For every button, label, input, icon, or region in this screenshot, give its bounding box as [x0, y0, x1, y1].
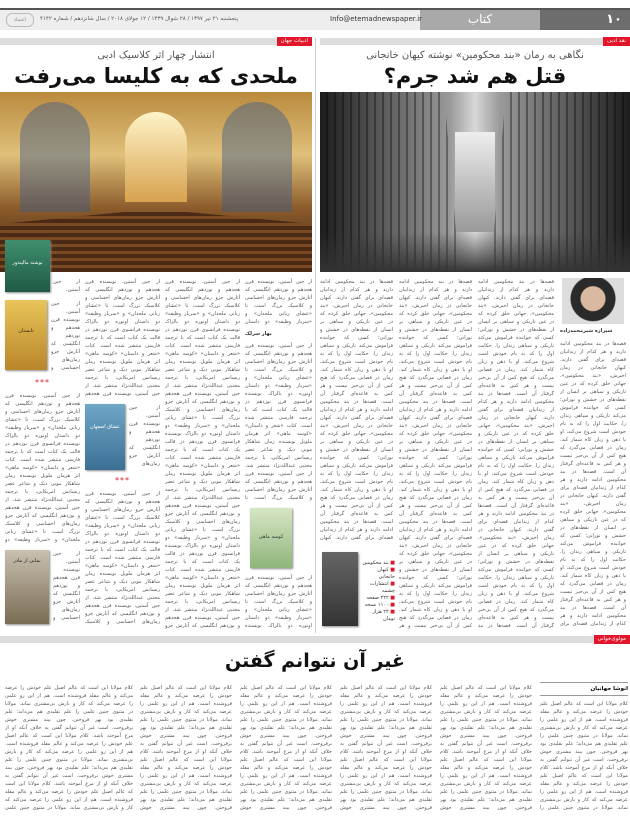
section-tag: مولوی‌خوانی [594, 635, 630, 644]
book-cover: کوسه ماهی [250, 508, 292, 568]
author-name: شیرازه شیرمحمدزاده [560, 328, 613, 334]
section-title: کتاب [420, 10, 540, 30]
book-cover: نوشته مالیندور [5, 240, 50, 292]
article-subtitle: انتشار چهار اثر کلاسیک ادبی [97, 50, 215, 61]
separator-stars: *** [35, 378, 50, 387]
section-rule [0, 636, 630, 643]
prison-corridor-photo [320, 92, 630, 272]
article-column: کلام مولانا این است که عالم اصیل علم خودش را عرضه می‌کند و عالم مقلد فروشنده است. هم از این رو علمی را عرضه می‌کند که کار و بارش بی‌مشتری نماند. مولانا در مثنوی چنین علمی را علم تقلیدی هم می‌داند؛ علم تقلیدی بود بهر فروختن. چون بیند مشتری خوش برفروخت. است غیر آن نتوانم گفتن به خلاف آنکه او از مرغ آموخته باشد. کلام مولانا این است که عالم اصیل علم خودش را عرضه می‌کند و عالم مقلد فروشنده است. هم از این رو علمی را عرضه می‌کند که کار و بارش بی‌مشتری نماند. مولانا در مثنوی چنین علمی را علم تقلیدی هم می‌داند؛ علم تقلیدی بود بهر فروختن. چون بیند مشتری خوش [140, 685, 232, 811]
article-column: از جین آستین، نویسنده قرن هجدهم و نوزدهم انگلیسی که آثارش جزو رمان‌های احساسی و کلاسیک بزرگ است، تا «عشای ربانی ملحدان» و «سرباز وظیفه» دو داستان اونوره دو بالزاک نویسنده [245, 575, 312, 629]
section-tag: نقد ادبی [603, 37, 630, 46]
date-line: پنجشنبه ۲۱ تیر ۱۳۹۷ / ۲۸ شوال ۱۴۳۹ / ۱۲ جولای ۲۰۱۸ / سال شانزدهم / شماره ۴۱۴۲ [40, 16, 239, 22]
article-column: از جین آستین، نویسنده قرن هجدهم و نوزدهم انگلیسی که آثارش جزو رمان‌های [129, 405, 160, 467]
newspaper-logo: اعتماد [6, 13, 34, 27]
email-link[interactable]: Info@etemadnewspaper.ir [330, 15, 423, 23]
section-rule [320, 38, 630, 45]
separator-stars: *** [115, 476, 130, 485]
article-column: از جین آستین، نویسنده قرن هجدهم و نوزدهم انگلیسی که آثارش جزو رمان‌های احساسی و [53, 551, 80, 621]
article-column: از جین آستین، نویسنده قرن هجدهم و نوزدهم انگلیسی که آثارش جزو رمان‌های احساسی و کلاسیک بزرگ است، تا «عشای ربانی ملحدان» و «سرباز وظیفه» دو داستان اونوره دو بالزاک نویسنده فرانسوی قرن نوزدهم در قالب یک کتاب است که با ترجمه فارسی منتشر شده است. کتاب «شعر و داستان» «کوسه ماهی» اثر هرمان ملویل نویسنده رمان شاهکار موبی دیک و شاعر عصر رنسانس امریکایی، با ترجمه مجتبی عبدالله‌نژاد منتشر شد. از جین آستین، نویسنده قرن هجدهم و نوزدهم انگلیسی که آثارش جزو رمان‌های احساسی و کلاسیک [85, 491, 160, 625]
article-column: کلام مولانا این است که عالم اصیل علم خودش را عرضه می‌کند و عالم مقلد فروشنده است. هم از این رو علمی را عرضه می‌کند که کار و بارش بی‌مشتری نماند. مولانا در مثنوی چنین علمی را علم تقلیدی هم می‌داند؛ علم تقلیدی بود بهر فروختن. چون بیند مشتری خوش برفروخت. است غیر آن نتوانم گفتن به خلاف آنکه او از مرغ آموخته باشد. کلام مولانا این است که عالم اصیل علم خودش را عرضه می‌کند و عالم مقلد فروشنده است. هم از این رو علمی را عرضه می‌کند که کار و بارش بی‌مشتری نماند. مولانا در مثنوی چنین علمی را علم تقلیدی هم می‌داند؛ علم تقلیدی بود بهر فروختن. چون بیند مشتری خوش [340, 685, 432, 811]
book-cover [322, 552, 358, 626]
article-column: قصه‌ها در بند محکومین ادامه دارند و هر کدام از زندانیان قصه‌ای برای گفتن دارند. کیهان خانجانی در رمان اخیرش، «بند محکومین»، جهانی خلق کرده که در عین تاریکی و سیاهی بر انسان از نقطه‌های در خشش و نورانی؛ کسی که خواننده فراموش می‌کند تاریکی و سیاهی زندان را. حکایت اول را که به نام خودش است شروع می‌کند، او با ذهن و زبان کاه شمار کند. رمان در فضایی می‌گذرد که هیچ کس از آن بی‌خبر نیست و هر کس به قاعده‌ای گرفتار آن است. قصه‌ها در بند محکومین ادامه دارند و هر کدام از زندانیان قصه‌ای برای گفتن دارند. کیهان خانجانی در رمان اخیرش، «بند محکومین»، جهانی خلق کرده که در عین تاریکی و سیاهی بر انسان از نقطه‌های در خشش و نورانی؛ کسی که خواننده فراموش می‌کند تاریکی و سیاهی زندان را. حکایت اول را که به نام خودش است شروع می‌کند، او با ذهن و زبان کاه شمار کند. رمان در فضایی می‌گذرد که هیچ کس از آن بی‌خبر نیست و هر کس به قاعده‌ای گرفتار آن است. قصه‌ها در بند محکومین ادامه دارند و هر کدام از زندانیان قصه‌ای برای گفتن دارند. کیهان خانجانی در رمان اخیرش، «بند محکومین»، جهانی خلق کرده که در عین تاریکی و سیاهی بر انسان از نقطه‌های در خشش و نورانی؛ کسی که خواننده فراموش می‌کند تاریکی و سیاهی زندان را. حکایت اول را که به نام خودش است شروع می‌کند، او با ذهن و زبان کاه شمار کند. رمان در فضایی می‌گذرد که هیچ کس از آن بی‌خبر نیست و هر [399, 279, 472, 629]
article-subtitle: نگاهی به رمان «بند محکومین» نوشته کیهان خانجانی [366, 50, 584, 61]
article-column: از جین آستین، نویسنده قرن هجدهم و نوزدهم انگلیسی که آثارش جزو رمان‌های احساسی و [51, 301, 80, 371]
article-column: کلام مولانا این است که عالم اصیل علم خودش را عرضه می‌کند و عالم مقلد فروشنده است. هم از این رو علمی را عرضه می‌کند که کار و بارش بی‌مشتری نماند. مولانا در مثنوی چنین علمی را علم تقلیدی هم می‌داند؛ علم تقلیدی بود بهر فروختن. چون بیند مشتری خوش برفروخت. است غیر آن نتوانم گفتن به خلاف آنکه او از مرغ آموخته باشد. کلام مولانا این است که عالم اصیل علم خودش را عرضه می‌کند و عالم مقلد فروشنده است. هم از این رو علمی را عرضه می‌کند که کار و بارش بی‌مشتری نماند. مولانا در مثنوی چنین علمی را علم تقلیدی هم می‌داند؛ علم تقلیدی بود بهر فروختن. چون بیند مشتری خوش [240, 685, 332, 811]
book-cover: تابستان [5, 300, 47, 370]
section-tag: ادبیات جهان [277, 37, 312, 46]
article-headline: غیر آن نتوانم گفتن [224, 650, 406, 672]
book-cover: عشاق اصفهان [85, 404, 125, 470]
book-cover: نمایی از مادر [5, 550, 49, 624]
article-column: کلام مولانا این است که عالم اصیل علم خودش را عرضه می‌کند و عالم مقلد فروشنده است. هم از این رو علمی را عرضه می‌کند که کار و بارش بی‌مشتری نماند. مولانا در مثنوی چنین علمی را علم تقلیدی هم می‌داند؛ علم تقلیدی بود بهر فروختن. چون بیند مشتری خوش برفروخت. است غیر آن نتوانم گفتن به خلاف آنکه او از مرغ آموخته باشد. کلام مولانا این است که عالم اصیل علم خودش را عرضه می‌کند و عالم مقلد فروشنده است. هم از این رو علمی را عرضه می‌کند که کار و بارش بی‌مشتری نماند. مولانا در مثنوی چنین علمی را علم تقلیدی هم می‌داند؛ علم تقلیدی بود بهر فروختن. چون بیند مشتری خوش برفروخت. است غیر آن نتوانم گفتن به خلاف آنکه او از مرغ آموخته باشد. کلام مولانا این است که عالم اصیل علم خودش را عرضه می‌کند و عالم مقلد فروشنده است. هم از این رو علمی را عرضه می‌کند که کار و بارش بی‌مشتری نماند. مولانا در مثنوی چنین علمی [5, 685, 133, 811]
page-number: ۱۰ [540, 10, 630, 30]
article-column: از جین آستین، نویسنده قرن هجدهم و نوزدهم انگلیسی که آثارش جزو رمان‌های احساسی و کلاسیک بزرگ است، تا «عشای ربانی ملحدان» و «سرباز وظیفه» دو داستان اونوره دو بالزاک نویسنده فرانسوی قرن نوزدهم در قالب یک کتاب است که با ترجمه فارسی منتشر شده است. کتاب «شعر و داستان» «کوسه ماهی» اثر هرمان ملویل نویسنده رمان شاهکار موبی دیک و شاعر عصر رنسانس امریکایی، با ترجمه مجتبی عبدالله‌نژاد منتشر شد. از جین آستین، نویسنده قرن هجدهم و نوزدهم انگلیسی که آثارش جزو رمان‌های احساسی و کلاسیک بزرگ است، تا «عشای ربانی ملحدان» و «سرباز وظیفه» دو داستان اونوره دو بالزاک نویسنده فرانسوی قرن نوزدهم در قالب یک کتاب است که با ترجمه فارسی منتشر شده است. کتاب «شعر و داستان» «کوسه ماهی» اثر هرمان ملویل نویسنده رمان شاهکار موبی دیک و شاعر عصر رنسانس امریکایی، با ترجمه مجتبی عبدالله‌نژاد منتشر شد. از جین آستین، نویسنده قرن هجدهم و نوزدهم انگلیسی که آثارش جزو رمان‌های احساسی و کلاسیک بزرگ است، تا «عشای ربانی ملحدان» و «سرباز وظیفه» دو داستان اونوره دو بالزاک نویسنده فرانسوی قرن نوزدهم در قالب یک کتاب است که با ترجمه فارسی منتشر شده است. کتاب «شعر و داستان» «کوسه ماهی» اثر هرمان ملویل نویسنده رمان شاهکار موبی دیک و شاعر عصر رنسانس امریکایی، با ترجمه مجتبی عبدالله‌نژاد منتشر شد. از جین آستین، نویسنده قرن هجدهم و نوزدهم انگلیسی که آثارش جزو [165, 279, 240, 629]
article-column: قصه‌ها در بند محکومین ادامه دارند و هر کدام از زندانیان قصه‌ای برای گفتن دارند. کیهان خانجانی در رمان اخیرش، «بند محکومین»، جهانی خلق کرده که در عین تاریکی و سیاهی بر انسان از نقطه‌های در خشش و نورانی؛ کسی که خواننده فراموش می‌کند تاریکی و سیاهی زندان را. حکایت اول را که به نام خودش است شروع می‌کند، او با ذهن و زبان کاه شمار کند. رمان در فضایی می‌گذرد که هیچ کس از آن بی‌خبر نیست و هر کس به قاعده‌ای گرفتار آن است. قصه‌ها در بند محکومین ادامه دارند و هر کدام از زندانیان قصه‌ای برای گفتن دارند. کیهان خانجانی در رمان اخیرش، «بند محکومین»، جهانی خلق کرده که در عین تاریکی و سیاهی بر انسان از نقطه‌های در خشش و نورانی؛ کسی که خواننده فراموش می‌کند تاریکی و سیاهی زندان را. حکایت اول را که به نام خودش است شروع می‌کند، او با ذهن و زبان کاه شمار کند. رمان در فضایی می‌گذرد که هیچ کس از آن بی‌خبر نیست و هر کس به قاعده‌ای گرفتار آن است. قصه‌ها در بند محکومین ادامه دارند و هر کدام از زندانیان قصه‌ای برای [560, 341, 626, 627]
article-column: از جین آستین، نویسنده قرن هجدهم و نوزدهم انگلیسی که آثارش جزو رمان‌های احساسی و کلاسیک بزرگ است، تا «عشای ربانی ملحدان» و «سرباز وظیفه» دو داستان [245, 279, 312, 325]
book-info-list: ■ بند محکومین ■ کیهان خانجانی ■ انتشارات چشمه ■ ۲۲۲ صفحه ■ ۱۱۰۰ نسخه ■ ۲۴ هزار تومان [361, 560, 395, 623]
article-column: از جین آستین، [53, 279, 80, 293]
author-name: بهار سرلک [245, 331, 272, 337]
section-rule [0, 38, 312, 45]
author-photo [562, 278, 624, 324]
column-divider [315, 38, 316, 633]
article-column: از جین آستین، نویسنده قرن هجدهم و نوزدهم انگلیسی که آثارش جزو رمان‌های احساسی و کلاسیک بزرگ است، تا «عشای ربانی ملحدان» و «سرباز وظیفه» دو داستان اونوره دو بالزاک نویسنده فرانسوی قرن نوزدهم در قالب یک کتاب است که با ترجمه فارسی منتشر شده است. کتاب «شعر و داستان» «کوسه ماهی» اثر هرمان ملویل نویسنده رمان شاهکار موبی دیک و شاعر عصر رنسانس امریکایی، با ترجمه مجتبی عبدالله‌نژاد منتشر شد. از جین آستین، نویسنده قرن هجدهم و نوزدهم انگلیسی که آثارش جزو رمان‌های احساسی و کلاسیک بزرگ است، تا «عشای ربانی ملحدان» و «سرباز وظیفه» دو [5, 393, 80, 543]
article-column: کلام مولانا این است که عالم اصیل علم خودش را عرضه می‌کند و عالم مقلد فروشنده است. هم از این رو علمی را عرضه می‌کند که کار و بارش بی‌مشتری نماند. مولانا در مثنوی چنین علمی را علم تقلیدی هم می‌داند؛ علم تقلیدی بود بهر فروختن. چون بیند مشتری خوش برفروخت. است غیر آن نتوانم گفتن به خلاف آنکه او از مرغ آموخته باشد. کلام مولانا این است که عالم اصیل علم خودش را عرضه می‌کند و عالم مقلد فروشنده است. هم از این رو علمی را عرضه می‌کند که کار و بارش بی‌مشتری نماند. مولانا در مثنوی چنین علمی را علم تقلیدی هم می‌داند؛ علم تقلیدی بود بهر فروختن. چون بیند مشتری خوش [440, 685, 532, 811]
author-name: انوشا جهانیان [540, 682, 628, 696]
article-column: قصه‌ها در بند محکومین ادامه دارند و هر کدام از زندانیان قصه‌ای برای گفتن دارند. کیهان خانجانی در رمان اخیرش، «بند محکومین»، جهانی خلق کرده که در عین تاریکی و سیاهی بر انسان از نقطه‌های در خشش و نورانی؛ کسی که خواننده فراموش می‌کند تاریکی و سیاهی زندان را. حکایت اول را که به نام خودش است شروع می‌کند، او با ذهن و زبان کاه شمار کند. رمان در فضایی می‌گذرد که هیچ کس از آن بی‌خبر نیست و هر کس به قاعده‌ای گرفتار آن است. قصه‌ها در بند محکومین ادامه دارند و هر کدام از زندانیان قصه‌ای برای گفتن دارند. کیهان خانجانی در رمان اخیرش، «بند محکومین»، جهانی خلق کرده که در عین تاریکی و سیاهی بر انسان از نقطه‌های در خشش و نورانی؛ کسی که خواننده فراموش می‌کند تاریکی و سیاهی زندان را. حکایت اول را که به نام خودش است شروع می‌کند، او با ذهن و زبان کاه شمار کند. رمان در فضایی می‌گذرد که هیچ کس از آن بی‌خبر نیست و هر کس به قاعده‌ای گرفتار آن است. قصه‌ها در بند محکومین ادامه دارند و هر کدام از زندانیان قصه‌ای برای گفتن دارند. کیهان [320, 279, 393, 541]
article-column: از جین آستین، نویسنده قرن هجدهم و نوزدهم انگلیسی که آثارش جزو رمان‌های احساسی و کلاسیک بزرگ است، تا «عشای ربانی ملحدان» و «سرباز وظیفه» دو داستان اونوره دو بالزاک نویسنده فرانسوی قرن نوزدهم در قالب یک کتاب است که با ترجمه فارسی منتشر شده است. کتاب «شعر و داستان» «کوسه ماهی» اثر هرمان ملویل نویسنده رمان شاهکار موبی دیک و شاعر عصر رنسانس امریکایی، با ترجمه مجتبی عبدالله‌نژاد منتشر شد. از جین آستین، نویسنده قرن هجدهم [85, 279, 160, 397]
article-headline: قتل هم شد جرم؟ [383, 64, 567, 88]
article-headline: ملحدی که به کلیسا می‌رفت [14, 64, 298, 88]
article-column: از جین آستین، نویسنده قرن هجدهم و نوزدهم انگلیسی که آثارش جزو رمان‌های احساسی و کلاسیک بزرگ است، تا «عشای ربانی ملحدان» و «سرباز وظیفه» دو داستان اونوره دو بالزاک نویسنده فرانسوی قرن نوزدهم در قالب یک کتاب است که با ترجمه فارسی منتشر شده است. کتاب «شعر و داستان» «کوسه ماهی» اثر هرمان ملویل نویسنده رمان شاهکار موبی دیک و شاعر عصر رنسانس امریکایی، با ترجمه مجتبی عبدالله‌نژاد منتشر شد. از جین آستین، نویسنده قرن هجدهم و نوزدهم انگلیسی که آثارش جزو رمان‌های احساسی و کلاسیک بزرگ است، تا [245, 343, 312, 501]
article-column: کلام مولانا این است که عالم اصیل علم خودش را عرضه می‌کند و عالم مقلد فروشنده است. هم از این رو علمی را عرضه می‌کند که کار و بارش بی‌مشتری نماند. مولانا در مثنوی چنین علمی را علم تقلیدی هم می‌داند؛ علم تقلیدی بود بهر فروختن. چون بیند مشتری خوش برفروخت. است غیر آن نتوانم گفتن به خلاف آنکه او از مرغ آموخته باشد. کلام مولانا این است که عالم اصیل علم خودش را عرضه می‌کند و عالم مقلد فروشنده است. هم از این رو علمی را عرضه می‌کند که کار و بارش بی‌مشتری نماند. مولانا در مثنوی چنین علمی را [540, 701, 628, 811]
article-column: قصه‌ها در بند محکومین ادامه دارند و هر کدام از زندانیان قصه‌ای برای گفتن دارند. کیهان خانجانی در رمان اخیرش، «بند محکومین»، جهانی خلق کرده که در عین تاریکی و سیاهی بر انسان از نقطه‌های در خشش و نورانی؛ کسی که خواننده فراموش می‌کند تاریکی و سیاهی زندان را. حکایت اول را که به نام خودش است شروع می‌کند، او با ذهن و زبان کاه شمار کند. رمان در فضایی می‌گذرد که هیچ کس از آن بی‌خبر نیست و هر کس به قاعده‌ای گرفتار آن است. قصه‌ها در بند محکومین ادامه دارند و هر کدام از زندانیان قصه‌ای برای گفتن دارند. کیهان خانجانی در رمان اخیرش، «بند محکومین»، جهانی خلق کرده که در عین تاریکی و سیاهی بر انسان از نقطه‌های در خشش و نورانی؛ کسی که خواننده فراموش می‌کند تاریکی و سیاهی زندان را. حکایت اول را که به نام خودش است شروع می‌کند، او با ذهن و زبان کاه شمار کند. رمان در فضایی می‌گذرد که هیچ کس از آن بی‌خبر نیست و هر کس به قاعده‌ای گرفتار آن است. قصه‌ها در بند محکومین ادامه دارند و هر کدام از زندانیان قصه‌ای برای گفتن دارند. کیهان خانجانی در رمان اخیرش، «بند محکومین»، جهانی خلق کرده که در عین تاریکی و سیاهی بر انسان از نقطه‌های در خشش و نورانی؛ کسی که خواننده فراموش می‌کند تاریکی و سیاهی زندان را. حکایت اول را که به نام خودش است شروع می‌کند، او با ذهن و زبان کاه شمار کند. رمان در فضایی می‌گذرد که هیچ کس از آن بی‌خبر نیست و هر کس به قاعده‌ای گرفتار آن است. قصه‌ها در بند [478, 279, 554, 629]
page-header [0, 8, 630, 30]
